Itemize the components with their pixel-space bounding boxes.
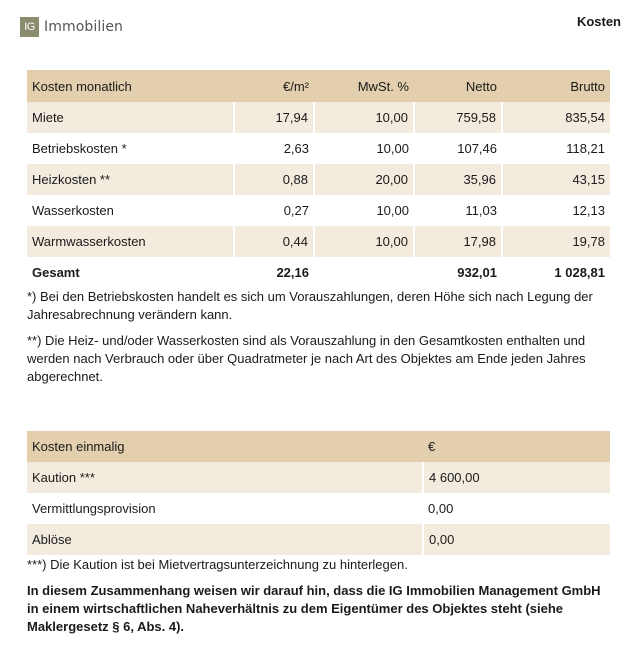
cell-mwst: 10,00 [376,203,409,218]
footnote-betriebskosten: *) Bei den Betriebskosten handelt es sich um Vorauszahlungen, deren Höhe sich nach Legung der Jahresabrechnung verändern kann. [27,289,593,322]
row-label: Miete [27,102,234,133]
cell-eur-per-sqm: 2,63 [283,141,309,156]
company-logo [20,17,123,37]
column-header-kosten-einmalig: Kosten einmalig [27,431,423,462]
cell-eur-per-sqm: 0,27 [283,203,309,218]
cell-brutto: 19,78 [502,226,610,257]
row-label: Warmwasserkosten [27,226,234,257]
cell-amount: 0,00 [428,501,454,516]
cell-amount: 4 600,00 [423,462,610,493]
logo-text: Immobilien [44,19,124,35]
table-row [27,524,610,555]
table-header-row [27,431,610,462]
column-header-mwst: MwSt. % [314,70,414,102]
footnote-kaution: ***) Die Kaution ist bei Mietvertragsunterzeichnung zu hinterlegen. [27,557,408,572]
cell-netto: 107,46 [457,141,497,156]
section-title: Kosten [576,14,621,29]
column-header-euro: € [423,431,610,462]
cell-brutto: 12,13 [572,203,605,218]
column-header-kosten-monatlich: Kosten monatlich [27,70,234,102]
total-brutto: 1 028,81 [554,265,605,280]
column-header-eur-per-sqm: €/m² [234,70,314,102]
table-row [27,462,610,493]
row-label: Kaution *** [27,462,423,493]
total-netto: 932,01 [457,265,497,280]
disclaimer-text: In diesem Zusammenhang weisen wir darauf hin, dass die IG Immobilien Management GmbH in einem wirtschaftlichen Naheverhältnis zu dem Eigentümer des Objektes steht (siehe Maklergesetz § 6, Abs. 4). [27,583,601,634]
cell-mwst: 10,00 [376,141,409,156]
row-label: Vermittlungsprovision [32,501,156,516]
table-header-row [27,70,610,102]
footnote-heizkosten: **) Die Heiz- und/oder Wasserkosten sind als Vorauszahlung in den Gesamtkosten enthalten und werden nach Verbrauch oder über Quadratmeter je nach Art des Objektes am Ende jeden Jahres abgerechnet. [27,333,586,384]
cell-mwst: 20,00 [314,164,414,195]
cell-eur-per-sqm: 0,88 [234,164,314,195]
row-label: Ablöse [27,524,423,555]
logo-mark: IG [20,17,39,37]
onetime-costs-table [27,431,610,555]
cell-amount: 0,00 [423,524,610,555]
total-row [27,257,610,288]
table-row [27,102,610,133]
cell-brutto: 118,21 [566,141,605,156]
cell-netto: 17,98 [414,226,502,257]
total-eur-per-sqm: 22,16 [276,265,309,280]
cell-netto: 11,03 [465,203,497,218]
column-header-netto: Netto [414,70,502,102]
table-row [27,164,610,195]
table-row [27,226,610,257]
cell-netto: 759,58 [414,102,502,133]
row-label: Heizkosten ** [27,164,234,195]
row-label: Wasserkosten [32,203,114,218]
row-label: Betriebskosten * [32,141,127,156]
total-mwst [314,257,414,288]
monthly-costs-table [27,70,610,288]
cell-eur-per-sqm: 17,94 [234,102,314,133]
cell-eur-per-sqm: 0,44 [234,226,314,257]
cell-brutto: 835,54 [502,102,610,133]
cell-mwst: 10,00 [314,102,414,133]
cell-brutto: 43,15 [502,164,610,195]
column-header-brutto: Brutto [502,70,610,102]
table-row [27,195,610,226]
cell-mwst: 10,00 [314,226,414,257]
table-row [27,493,610,524]
cell-netto: 35,96 [414,164,502,195]
total-label: Gesamt [32,265,80,280]
table-row [27,133,610,164]
